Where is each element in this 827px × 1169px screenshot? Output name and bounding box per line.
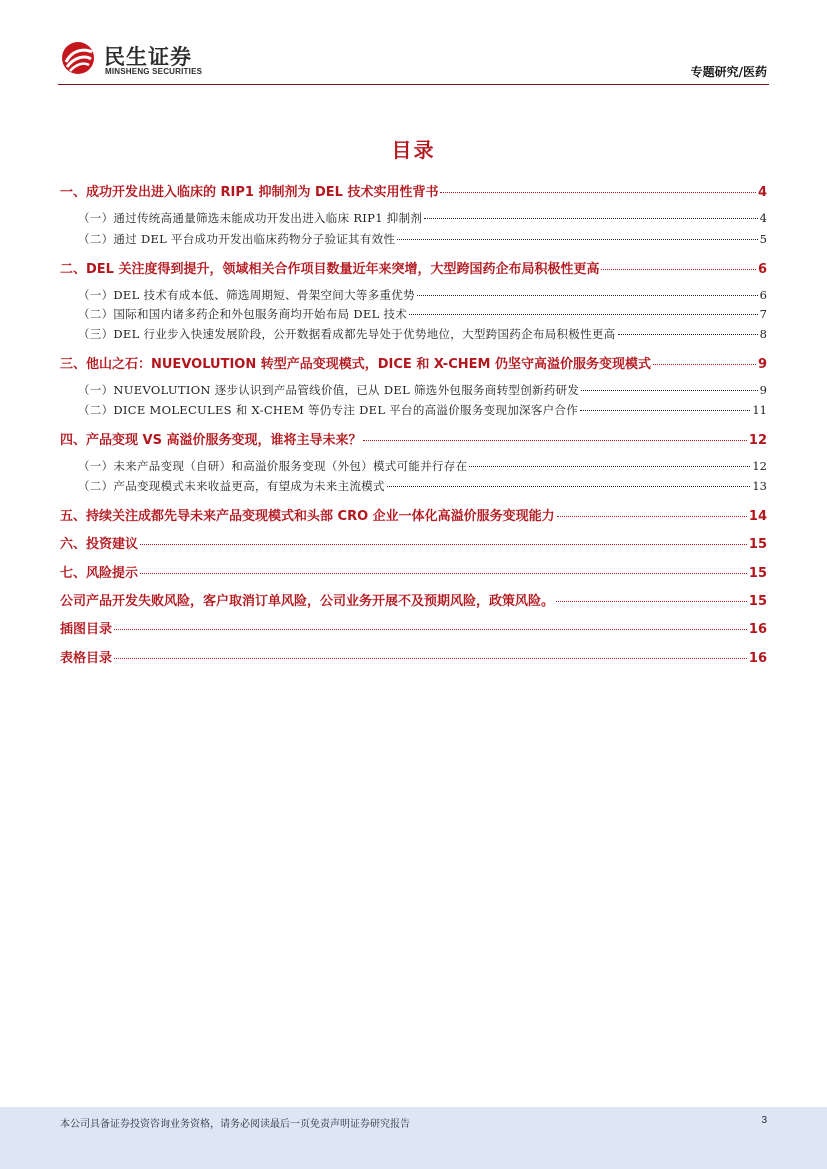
toc-dot-leader <box>556 601 747 602</box>
toc-entry-title: （一）NUEVOLUTION 逐步认识到产品管线价值，已从 DEL 筛选外包服务商转型创新药研发 <box>78 383 580 397</box>
toc-entry-page: 13 <box>752 479 767 493</box>
toc-dot-leader <box>417 295 758 296</box>
toc-dot-leader <box>363 440 746 441</box>
toc-entry-title: （一）通过传统高通量筛选未能成功开发出进入临床 RIP1 抑制剂 <box>78 211 423 225</box>
toc-section-entry[interactable] <box>60 618 767 637</box>
toc-entry-title: 四、产品变现 VS 高溢价服务变现，谁将主导未来？ <box>60 433 362 448</box>
toc-entry-page: 6 <box>759 288 767 302</box>
toc-entry-title: 表格目录 <box>60 651 113 666</box>
toc-entry-title: （二）DICE MOLECULES 和 X-CHEM 等仍专注 DEL 平台的高溢价服务变现加深客户合作 <box>78 403 579 417</box>
toc-entry-page: 6 <box>757 262 767 277</box>
toc-dot-leader <box>140 573 747 574</box>
toc-subsection-entry[interactable] <box>60 458 767 474</box>
toc-entry-title: 插图目录 <box>60 622 113 637</box>
report-category: 专题研究/医药 <box>690 65 767 79</box>
toc-subsection-entry[interactable] <box>60 382 767 398</box>
toc-section-entry[interactable] <box>60 562 767 581</box>
toc-dot-leader <box>114 658 747 659</box>
toc-dot-leader <box>581 390 757 391</box>
toc-dot-leader <box>653 364 756 365</box>
toc-entry-page: 12 <box>752 459 767 473</box>
toc-subsection-entry[interactable] <box>60 306 767 322</box>
footer-disclaimer: 本公司具备证券投资咨询业务资格，请务必阅读最后一页免责声明证券研究报告 <box>60 1119 410 1130</box>
brand-name-en: MINSHENG SECURITIES <box>105 67 203 76</box>
toc-entry-page: 15 <box>748 537 767 552</box>
toc-subsection-entry[interactable] <box>60 402 767 418</box>
toc-dot-leader <box>601 269 755 270</box>
toc-subsection-entry[interactable] <box>60 210 767 226</box>
page-header <box>0 0 827 90</box>
toc-entry-title: （二）产品变现模式未来收益更高，有望成为未来主流模式 <box>78 479 385 493</box>
toc-entry-title: 一、成功开发出进入临床的 RIP1 抑制剂为 DEL 技术实用性背书 <box>60 185 439 200</box>
toc-entry-title: 五、持续关注成都先导未来产品变现模式和头部 CRO 企业一体化高溢价服务变现能力 <box>60 509 555 524</box>
toc-entry-page: 7 <box>759 307 767 321</box>
toc-title: 目录 <box>391 138 436 162</box>
toc-dot-leader <box>424 218 758 219</box>
toc-dot-leader <box>618 334 758 335</box>
toc-entry-page: 4 <box>759 211 767 225</box>
toc-subsection-entry[interactable] <box>60 478 767 494</box>
toc-dot-leader <box>409 314 758 315</box>
toc-entry-page: 5 <box>759 232 767 246</box>
toc-subsection-entry[interactable] <box>60 287 767 303</box>
toc-dot-leader <box>114 629 747 630</box>
toc-section-entry[interactable] <box>60 429 767 448</box>
toc-dot-leader <box>469 466 750 467</box>
toc-entry-page: 15 <box>748 594 767 609</box>
toc-entry-title: 七、风险提示 <box>60 566 139 581</box>
toc-section-entry[interactable] <box>60 647 767 666</box>
toc-entry-page: 9 <box>759 383 767 397</box>
page-number: 3 <box>761 1115 767 1126</box>
toc-section-entry[interactable] <box>60 353 767 372</box>
toc-dot-leader <box>580 410 750 411</box>
toc-entry-page: 12 <box>748 433 767 448</box>
toc-entry-page: 15 <box>748 566 767 581</box>
toc-entry-title: 公司产品开发失败风险，客户取消订单风险，公司业务开展不及预期风险，政策风险。 <box>60 594 555 609</box>
toc-entry-title: 二、DEL 关注度得到提升，领域相关合作项目数量近年来突增，大型跨国药企布局积极性更高 <box>60 262 600 277</box>
toc-entry-page: 16 <box>748 622 767 637</box>
brand-name-cn: 民生证券 <box>104 45 192 69</box>
header-divider <box>58 84 769 85</box>
toc-entry-page: 14 <box>748 509 767 524</box>
toc-section-entry[interactable] <box>60 258 767 277</box>
toc-section-entry[interactable] <box>60 533 767 552</box>
toc-dot-leader <box>440 192 755 193</box>
toc-entry-page: 11 <box>752 403 767 417</box>
toc-entry-title: 三、他山之石：NUEVOLUTION 转型产品变现模式，DICE 和 X-CHEM 仍坚守高溢价服务变现模式 <box>60 357 651 372</box>
toc-section-entry[interactable] <box>60 181 767 200</box>
toc-subsection-entry[interactable] <box>60 231 767 247</box>
minsheng-logo-icon <box>58 40 98 76</box>
toc-entry-title: （二）国际和国内诸多药企和外包服务商均开始布局 DEL 技术 <box>78 307 408 321</box>
toc-dot-leader <box>557 516 747 517</box>
toc-entry-page: 16 <box>748 651 767 666</box>
toc-dot-leader <box>397 239 757 240</box>
toc-entry-page: 9 <box>757 357 767 372</box>
toc-dot-leader <box>140 544 747 545</box>
toc-entry-page: 4 <box>757 185 767 200</box>
toc-entry-page: 8 <box>759 327 767 341</box>
toc-section-entry[interactable] <box>60 505 767 524</box>
toc-dot-leader <box>387 486 751 487</box>
toc-subsection-entry[interactable] <box>60 326 767 342</box>
toc-entry-title: （一）DEL 技术有成本低、筛选周期短、骨架空间大等多重优势 <box>78 288 415 302</box>
toc-entry-title: （三）DEL 行业步入快速发展阶段，公开数据看成都先导处于优势地位，大型跨国药企布局积极性更高 <box>78 327 616 341</box>
toc-entry-title: （一）未来产品变现（自研）和高溢价服务变现（外包）模式可能并行存在 <box>78 459 468 473</box>
toc-entry-title: （二）通过 DEL 平台成功开发出临床药物分子验证其有效性 <box>78 232 396 246</box>
toc-section-entry[interactable] <box>60 590 767 609</box>
toc-entry-title: 六、投资建议 <box>60 537 139 552</box>
